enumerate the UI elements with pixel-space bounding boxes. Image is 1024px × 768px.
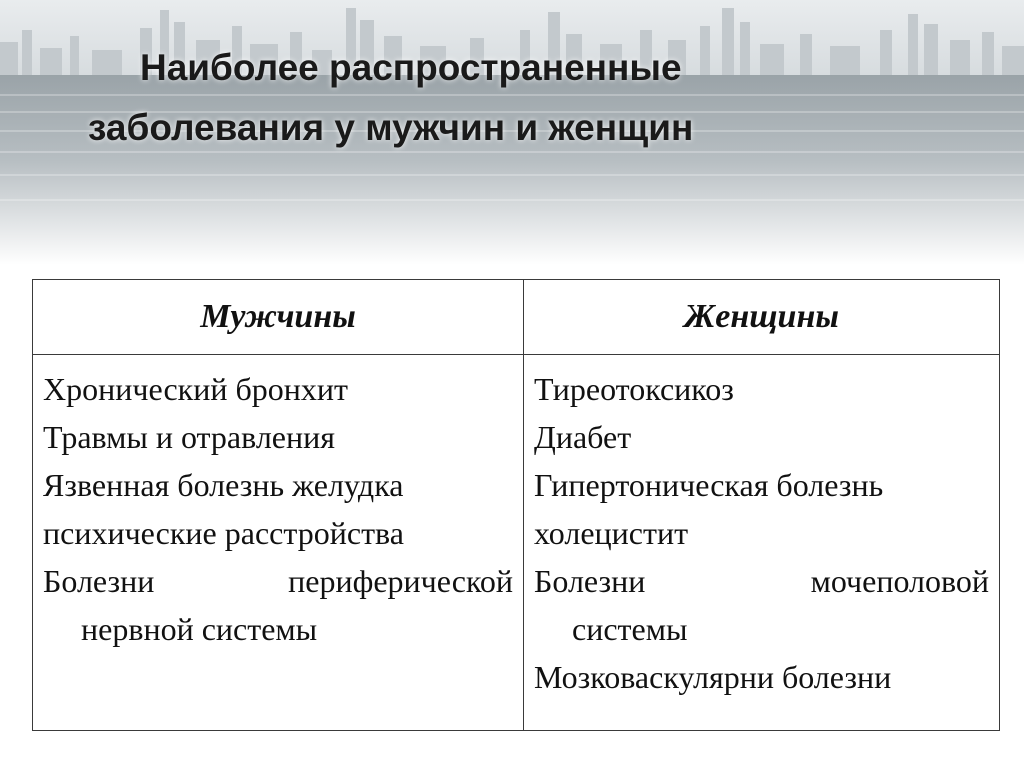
list-item-wrapped: [534, 557, 989, 653]
list-item: холецистит: [534, 515, 689, 551]
list-item-wrapped: [43, 557, 513, 653]
list-item-line-1: Болезни периферической: [43, 563, 513, 599]
column-header-men: Мужчины: [33, 280, 524, 355]
list-item: Травмы и отравления: [43, 419, 335, 455]
table-body-row: [33, 355, 1000, 731]
list-item-line-1: Болезни мочеполовой: [534, 563, 989, 599]
list-item: Мозковаскулярни болезни: [534, 659, 892, 695]
list-item-line-2: нервной системы: [81, 611, 318, 647]
slide-title-line-2: заболевания у мужчин и женщин: [88, 107, 694, 148]
slide-title-line-1: Наиболее распространенные: [140, 47, 682, 88]
diseases-table: [32, 279, 1000, 731]
list-item: Язвенная болезнь желудка: [43, 467, 404, 503]
list-item: психические расстройства: [43, 515, 404, 551]
column-header-women: Женщины: [524, 280, 1000, 355]
list-item-line-2: системы: [572, 611, 688, 647]
men-diseases-cell: [33, 355, 524, 731]
list-item: Диабет: [534, 419, 632, 455]
list-item: Гипертоническая болезнь: [534, 467, 884, 503]
list-item: Хронический бронхит: [43, 371, 348, 407]
table-header-row: [33, 280, 1000, 355]
slide-title: [88, 38, 948, 158]
women-diseases-cell: [524, 355, 1000, 731]
list-item: Тиреотоксикоз: [534, 371, 734, 407]
